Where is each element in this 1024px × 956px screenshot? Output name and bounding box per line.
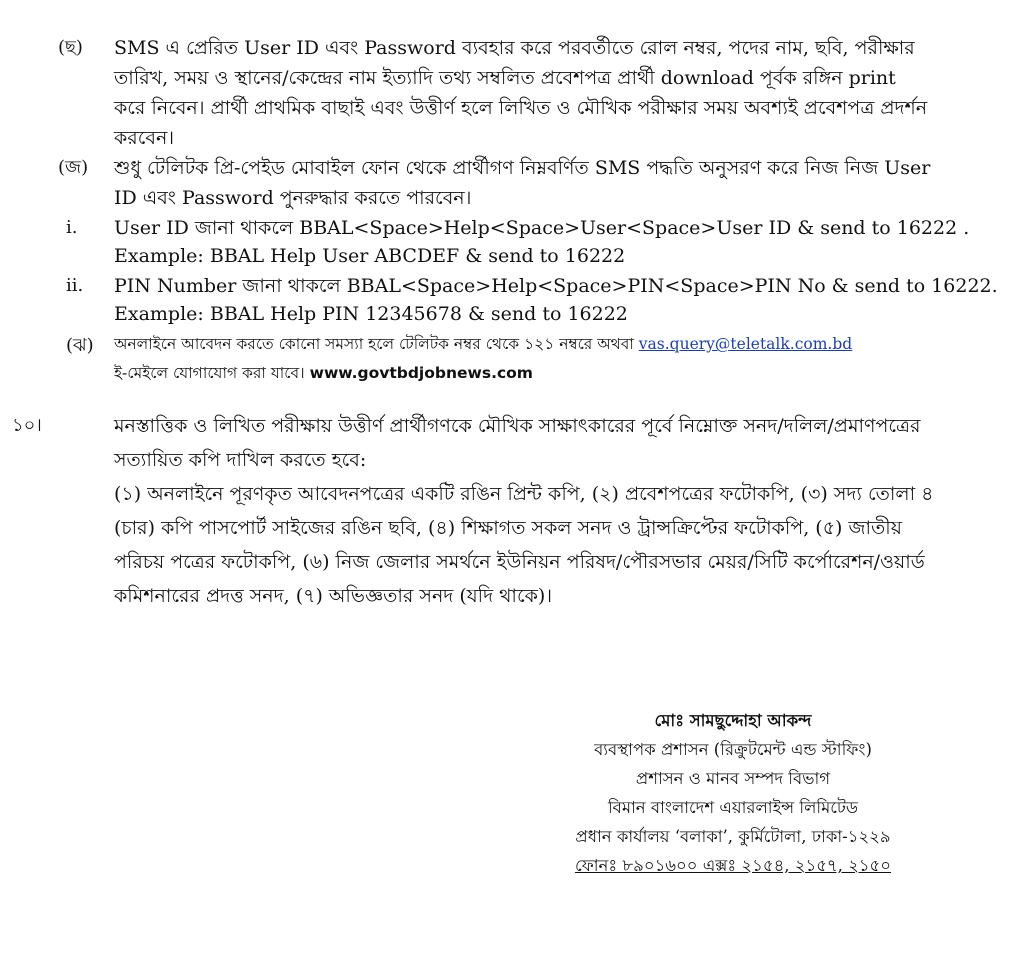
signatory-department: প্রশাসন ও মানব সম্পদ বিভাগ [635,769,831,788]
item-jha-text: অনলাইনে আবেদন করতে কোনো সমস্যা হলে টেলিটক নম্বর থেকে ১২১ নম্বরে অথবা [114,335,634,353]
item-chha-line-3: করে নিবেন। প্রার্থী প্রাথমিক বাছাই এবং উত্তীর্ণ হলে লিখিত ও মৌখিক পরীক্ষার সময় অবশ্যই প্রবেশপত্র প্রদর্শন [114,97,928,119]
signatory-designation: ব্যবস্থাপক প্রশাসন (রিক্রুটমেন্ট এন্ড স্টাফিং) [594,740,872,759]
signatory-name: মোঃ সামছুদ্দোহা আকন্দ [654,711,812,730]
section-10-line-6: কমিশনারের প্রদত্ত সনদ, (৭) অভিজ্ঞতার সনদ (যদি থাকে)। [114,585,553,607]
item-marker-jha: (ঝ) [66,335,94,356]
item-marker-chha: (ছ) [58,37,83,58]
item-chha-line-1: SMS এ প্রেরিত User ID এবং Password ব্যবহার করে পরবর্তীতে রোল নম্বর, পদের নাম, ছবি, পরীক্ষার [114,37,915,59]
item-chha-line-4: করবেন। [114,127,175,149]
item-jha-text-2: ই-মেইলে যোগাযোগ করা যাবে। [114,364,305,382]
item-jha-line-2 [114,361,533,385]
signatory-address: প্রধান কার্যালয় ‘বলাকা’, কুর্মিটোলা, ঢাকা-১২২৯ [575,827,891,846]
step-marker-i: i. [66,217,78,238]
section-10-line-4: (চার) কপি পাসপোর্ট সাইজের রঙিন ছবি, (৪) শিক্ষাগত সকল সনদ ও ট্রান্সক্রিপ্টের ফটোকপি, (৫) জাতীয় [114,517,902,539]
section-10-line-1: মনস্তাত্তিক ও লিখিত পরীক্ষায় উত্তীর্ণ প্রার্থীগণকে মৌখিক সাক্ষাৎকারের পূর্বে নিম্নোক্ত সনদ/দলিল/প্রমাণপত্রের [114,415,921,437]
step-i-line-1: User ID জানা থাকলে BBAL<Space>Help<Space>User<Space>User ID & send to 16222 . [114,217,970,239]
section-10-line-2: সত্যায়িত কপি দাখিল করতে হবে: [114,449,367,471]
signatory-phone: ফোনঃ ৮৯০১৬০০ এক্সঃ ২১৫৪, ২১৫৭, ২১৫০ [575,856,891,875]
item-jha-line-1 [114,332,852,356]
item-ja-line-1: শুধু টেলিটক প্রি-পেইড মোবাইল ফোন থেকে প্রার্থীগণ নিম্নবর্ণিত SMS পদ্ধতি অনুসরণ করে নিজ নিজ User [114,157,931,179]
step-ii-line-1: PIN Number জানা থাকলে BBAL<Space>Help<Space>PIN<Space>PIN No & send to 16222. [114,275,998,297]
item-ja-line-2: ID এবং Password পুনরুদ্ধার করতে পারবেন। [114,187,472,209]
step-marker-ii: ii. [66,275,84,296]
signatory-organization: বিমান বাংলাদেশ এয়ারলাইন্স লিমিটেড [607,798,859,817]
step-ii-line-2: Example: BBAL Help PIN 12345678 & send to 16222 [114,303,628,325]
item-chha-line-2: তারিখ, সময় ও স্থানের/কেন্দ্রের নাম ইত্যাদি তথ্য সম্বলিত প্রবেশপত্র প্রার্থী download পূর্বক রঙ্গিন print [114,67,896,89]
step-i-line-2: Example: BBAL Help User ABCDEF & send to 16222 [114,245,626,267]
section-10-line-5: পরিচয় পত্রের ফটোকপি, (৬) নিজ জেলার সমর্থনে ইউনিয়ন পরিষদ/পৌরসভার মেয়র/সিটি কর্পোরেশন/ওয়ার্ড [114,551,925,573]
item-marker-ja: (জ) [58,157,89,178]
support-email-link[interactable]: vas.query@teletalk.com.bd [638,335,853,353]
section-number-10: ১০। [12,415,42,436]
website-text: www.govtbdjobnews.com [309,364,533,382]
section-10-line-3: (১) অনলাইনে পূরণকৃত আবেদনপত্রের একটি রঙিন প্রিন্ট কপি, (২) প্রবেশপত্রের ফটোকপি, (৩) সদ্য তোলা ৪ [114,483,934,505]
